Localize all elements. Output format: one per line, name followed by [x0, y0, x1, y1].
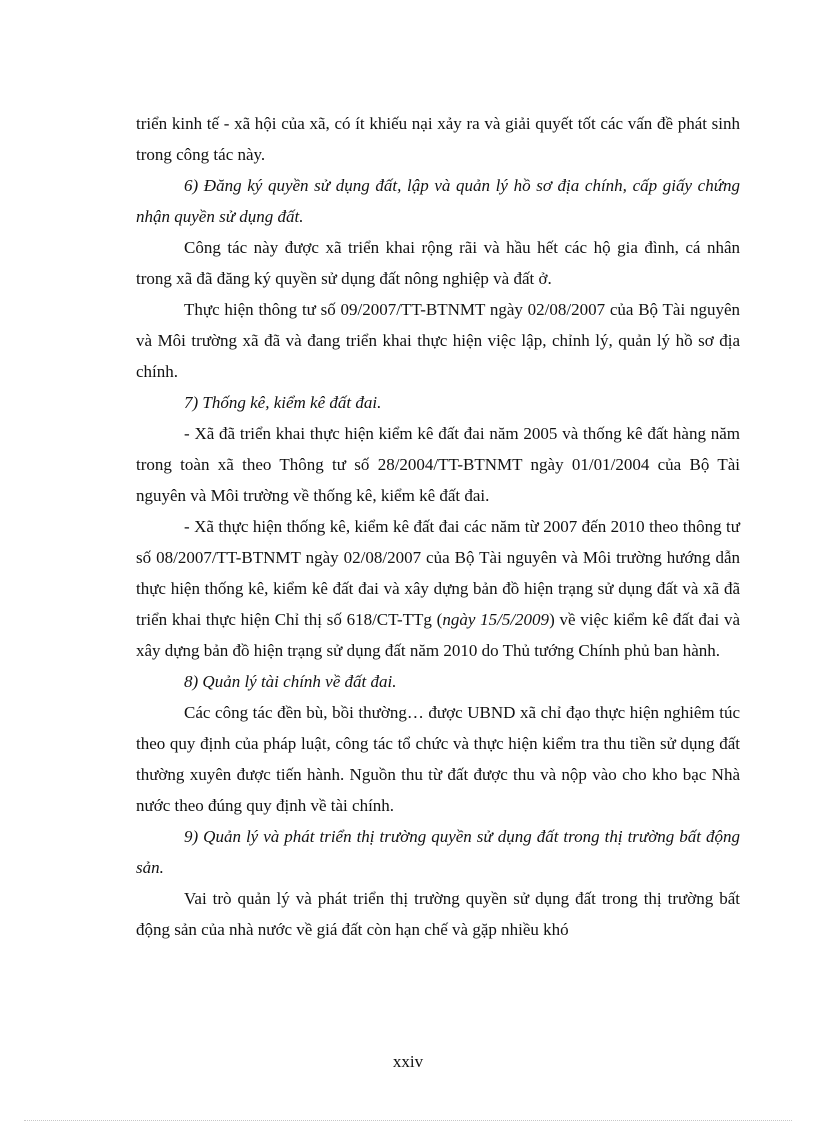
paragraph-with-italic-date — [136, 511, 740, 666]
section-heading-9: 9) Quản lý và phát triển thị trường quyền sử dụng đất trong thị trường bất động sản. — [136, 827, 740, 877]
paragraph: Vai trò quản lý và phát triển thị trường quyền sử dụng đất trong thị trường bất động sản của nhà nước về giá đất còn hạn chế và gặp nhiều khó — [136, 889, 740, 939]
paragraph: Thực hiện thông tư số 09/2007/TT-BTNMT ngày 02/08/2007 của Bộ Tài nguyên và Môi trường xã đã và đang triển khai thực hiện việc lập, chỉnh lý, quản lý hồ sơ địa chính. — [136, 300, 740, 381]
paragraph: - Xã đã triển khai thực hiện kiểm kê đất đai năm 2005 và thống kê đất hàng năm trong toàn xã theo Thông tư số 28/2004/TT-BTNMT ngày 01/01/2004 của Bộ Tài nguyên và Môi trường về thống kê, kiểm kê đất đai. — [136, 424, 740, 505]
document-body — [136, 108, 740, 945]
paragraph: Công tác này được xã triển khai rộng rãi và hầu hết các hộ gia đình, cá nhân trong xã đã đăng ký quyền sử dụng đất nông nghiệp và đất ở. — [136, 238, 740, 288]
page-number: xxiv — [392, 1052, 424, 1071]
paragraph-text: ) về việc kiểm kê đất đai và xây dựng bản đồ hiện trạng sử dụng đất năm 2010 do Thủ tướng Chính phủ ban hành. — [136, 610, 740, 660]
section-heading-6: 6) Đăng ký quyền sử dụng đất, lập và quản lý hồ sơ địa chính, cấp giấy chứng nhận quyền sử dụng đất. — [136, 176, 740, 226]
section-heading-8: 8) Quản lý tài chính về đất đai. — [184, 672, 397, 691]
paragraph-text: - Xã thực hiện thống kê, kiểm kê đất đai các năm từ 2007 đến 2010 theo thông tư số 08/2007/TT-BTNMT ngày 02/08/2007 của Bộ Tài nguyên và Môi trường hướng dẫn thực hiện thống kê, kiểm kê đất đai và xây dựng bản đồ hiện trạng sử dụng đất và xã đã triển khai thực hiện Chỉ thị số 618/CT-TTg ( — [136, 517, 740, 629]
section-heading-7: 7) Thống kê, kiểm kê đất đai. — [184, 393, 382, 412]
footer-divider — [24, 1120, 792, 1121]
paragraph: Các công tác đền bù, bồi thường… được UBND xã chỉ đạo thực hiện nghiêm túc theo quy định của pháp luật, công tác tổ chức và thực hiện kiểm tra thu tiền sử dụng đất thường xuyên được tiến hành. Nguồn thu từ đất được thu và nộp vào cho kho bạc Nhà nước theo đúng quy định về tài chính. — [136, 703, 740, 815]
paragraph-continuation: triển kinh tế - xã hội của xã, có ít khiếu nại xảy ra và giải quyết tốt các vấn đề phát sinh trong công tác này. — [136, 114, 740, 164]
italic-date: ngày 15/5/2009 — [442, 610, 550, 629]
